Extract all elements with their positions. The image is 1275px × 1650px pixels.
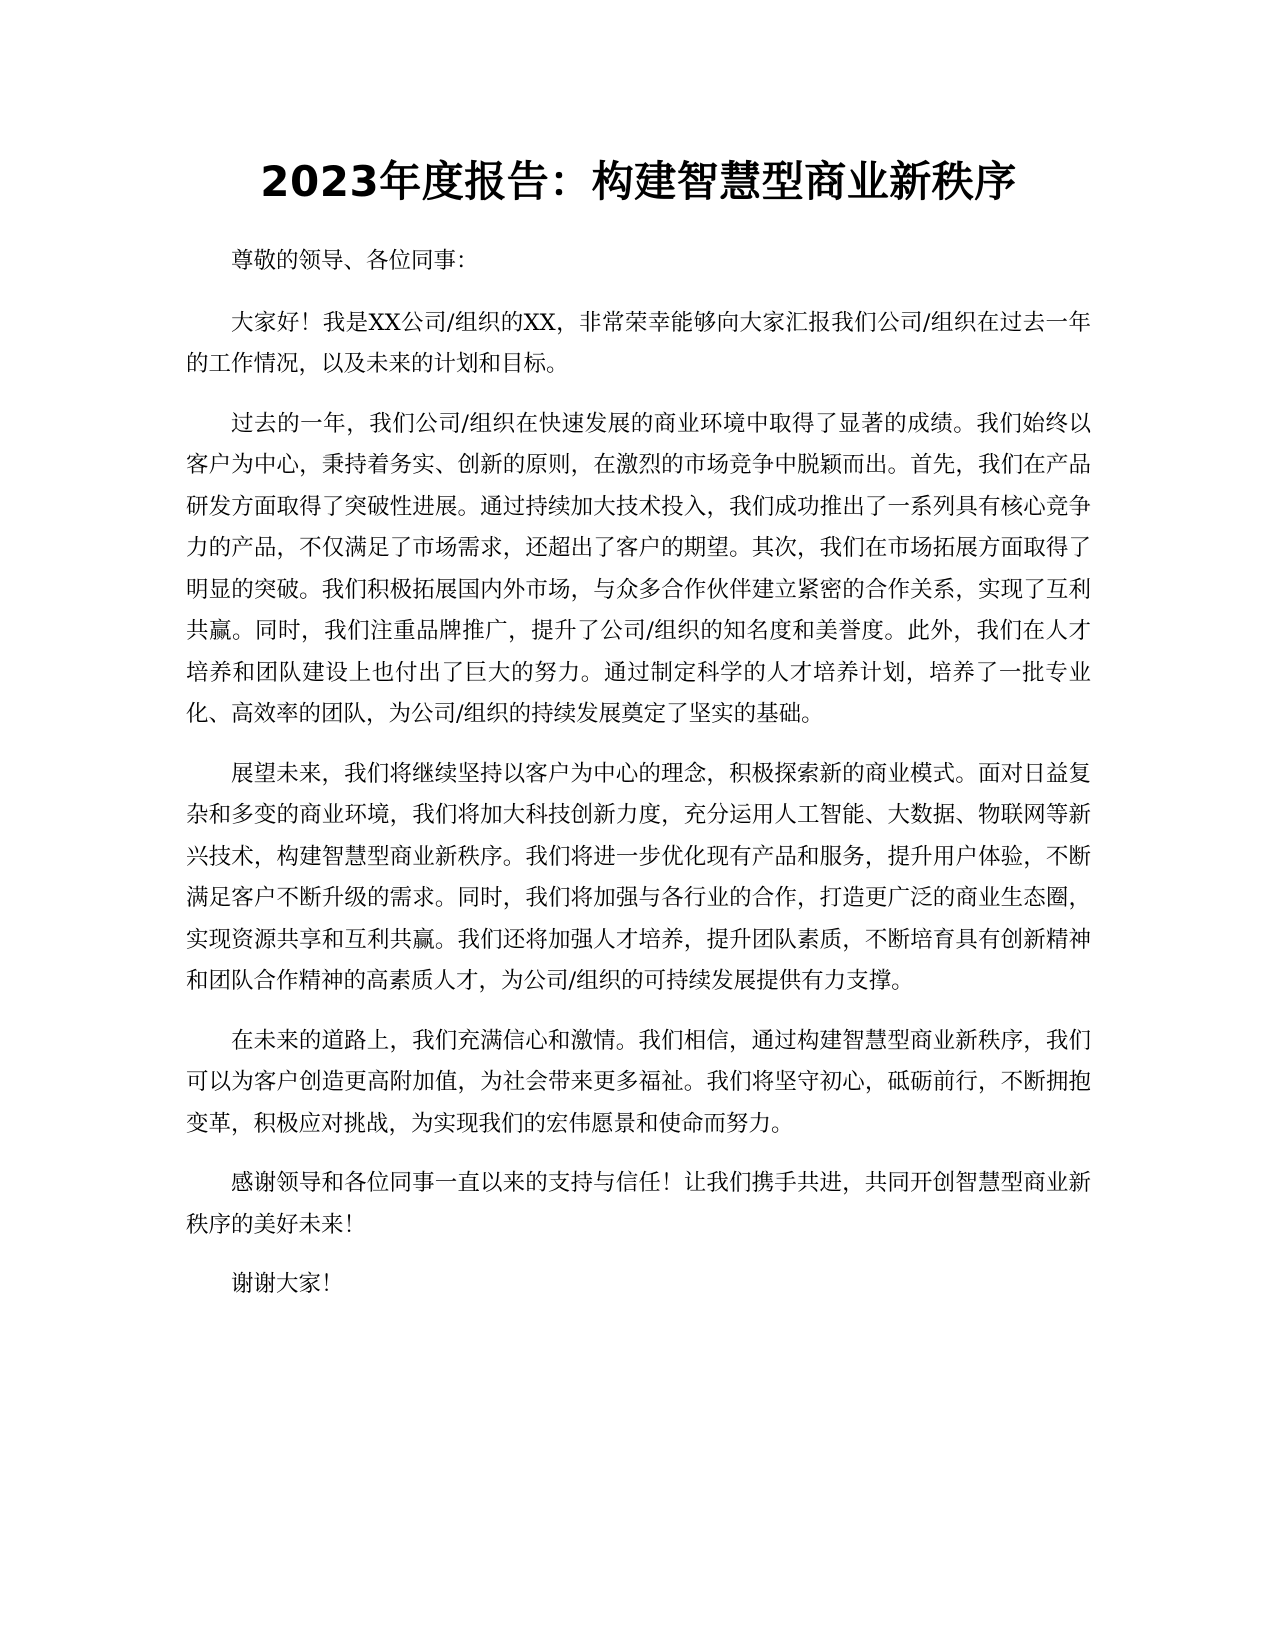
salutation: 尊敬的领导、各位同事： <box>231 248 479 274</box>
paragraph-past-year: 过去的一年，我们公司/组织在快速发展的商业环境中取得了显著的成绩。我们始终以客户为中心，秉持着务实、创新的原则，在激烈的市场竞争中脱颖而出。首先，我们在产品研发方面取得了突破性进展。通过持续加大技术投入，我们成功推出了一系列具有核心竞争力的产品，不仅满足了市场需求，还超出了客户的期望。其次，我们在市场拓展方面取得了明显的突破。我们积极拓展国内外市场，与众多合作伙伴建立紧密的合作关系，实现了互利共赢。同时，我们注重品牌推广，提升了公司/组织的知名度和美誉度。此外，我们在人才培养和团队建设上也付出了巨大的努力。通过制定科学的人才培养计划，培养了一批专业化、高效率的团队，为公司/组织的持续发展奠定了坚实的基础。 <box>186 410 1091 727</box>
paragraph-confidence: 在未来的道路上，我们充满信心和激情。我们相信，通过构建智慧型商业新秩序，我们可以为客户创造更高附加值，为社会带来更多福祉。我们将坚守初心，砥砺前行，不断拥抱变革，积极应对挑战，为实现我们的宏伟愿景和使命而努力。 <box>186 1027 1091 1137</box>
paragraph-outlook: 展望未来，我们将继续坚持以客户为中心的理念，积极探索新的商业模式。面对日益复杂和多变的商业环境，我们将加大科技创新力度，充分运用人工智能、大数据、物联网等新兴技术，构建智慧型商业新秩序。我们将进一步优化现有产品和服务，提升用户体验，不断满足客户不断升级的需求。同时，我们将加强与各行业的合作，打造更广泛的商业生态圈，实现资源共享和互利共赢。我们还将加强人才培养，提升团队素质，不断培育具有创新精神和团队合作精神的高素质人才，为公司/组织的可持续发展提供有力支撑。 <box>186 760 1091 994</box>
closing: 谢谢大家！ <box>231 1271 344 1297</box>
paragraph-thanks: 感谢领导和各位同事一直以来的支持与信任！让我们携手共进，共同开创智慧型商业新秩序的美好未来！ <box>186 1170 1091 1238</box>
document-body <box>186 241 1091 1306</box>
document-title: 2023年度报告：构建智慧型商业新秩序 <box>260 157 1017 206</box>
paragraph-introduction: 大家好！我是XX公司/组织的XX，非常荣幸能够向大家汇报我们公司/组织在过去一年的工作情况，以及未来的计划和目标。 <box>186 309 1091 377</box>
